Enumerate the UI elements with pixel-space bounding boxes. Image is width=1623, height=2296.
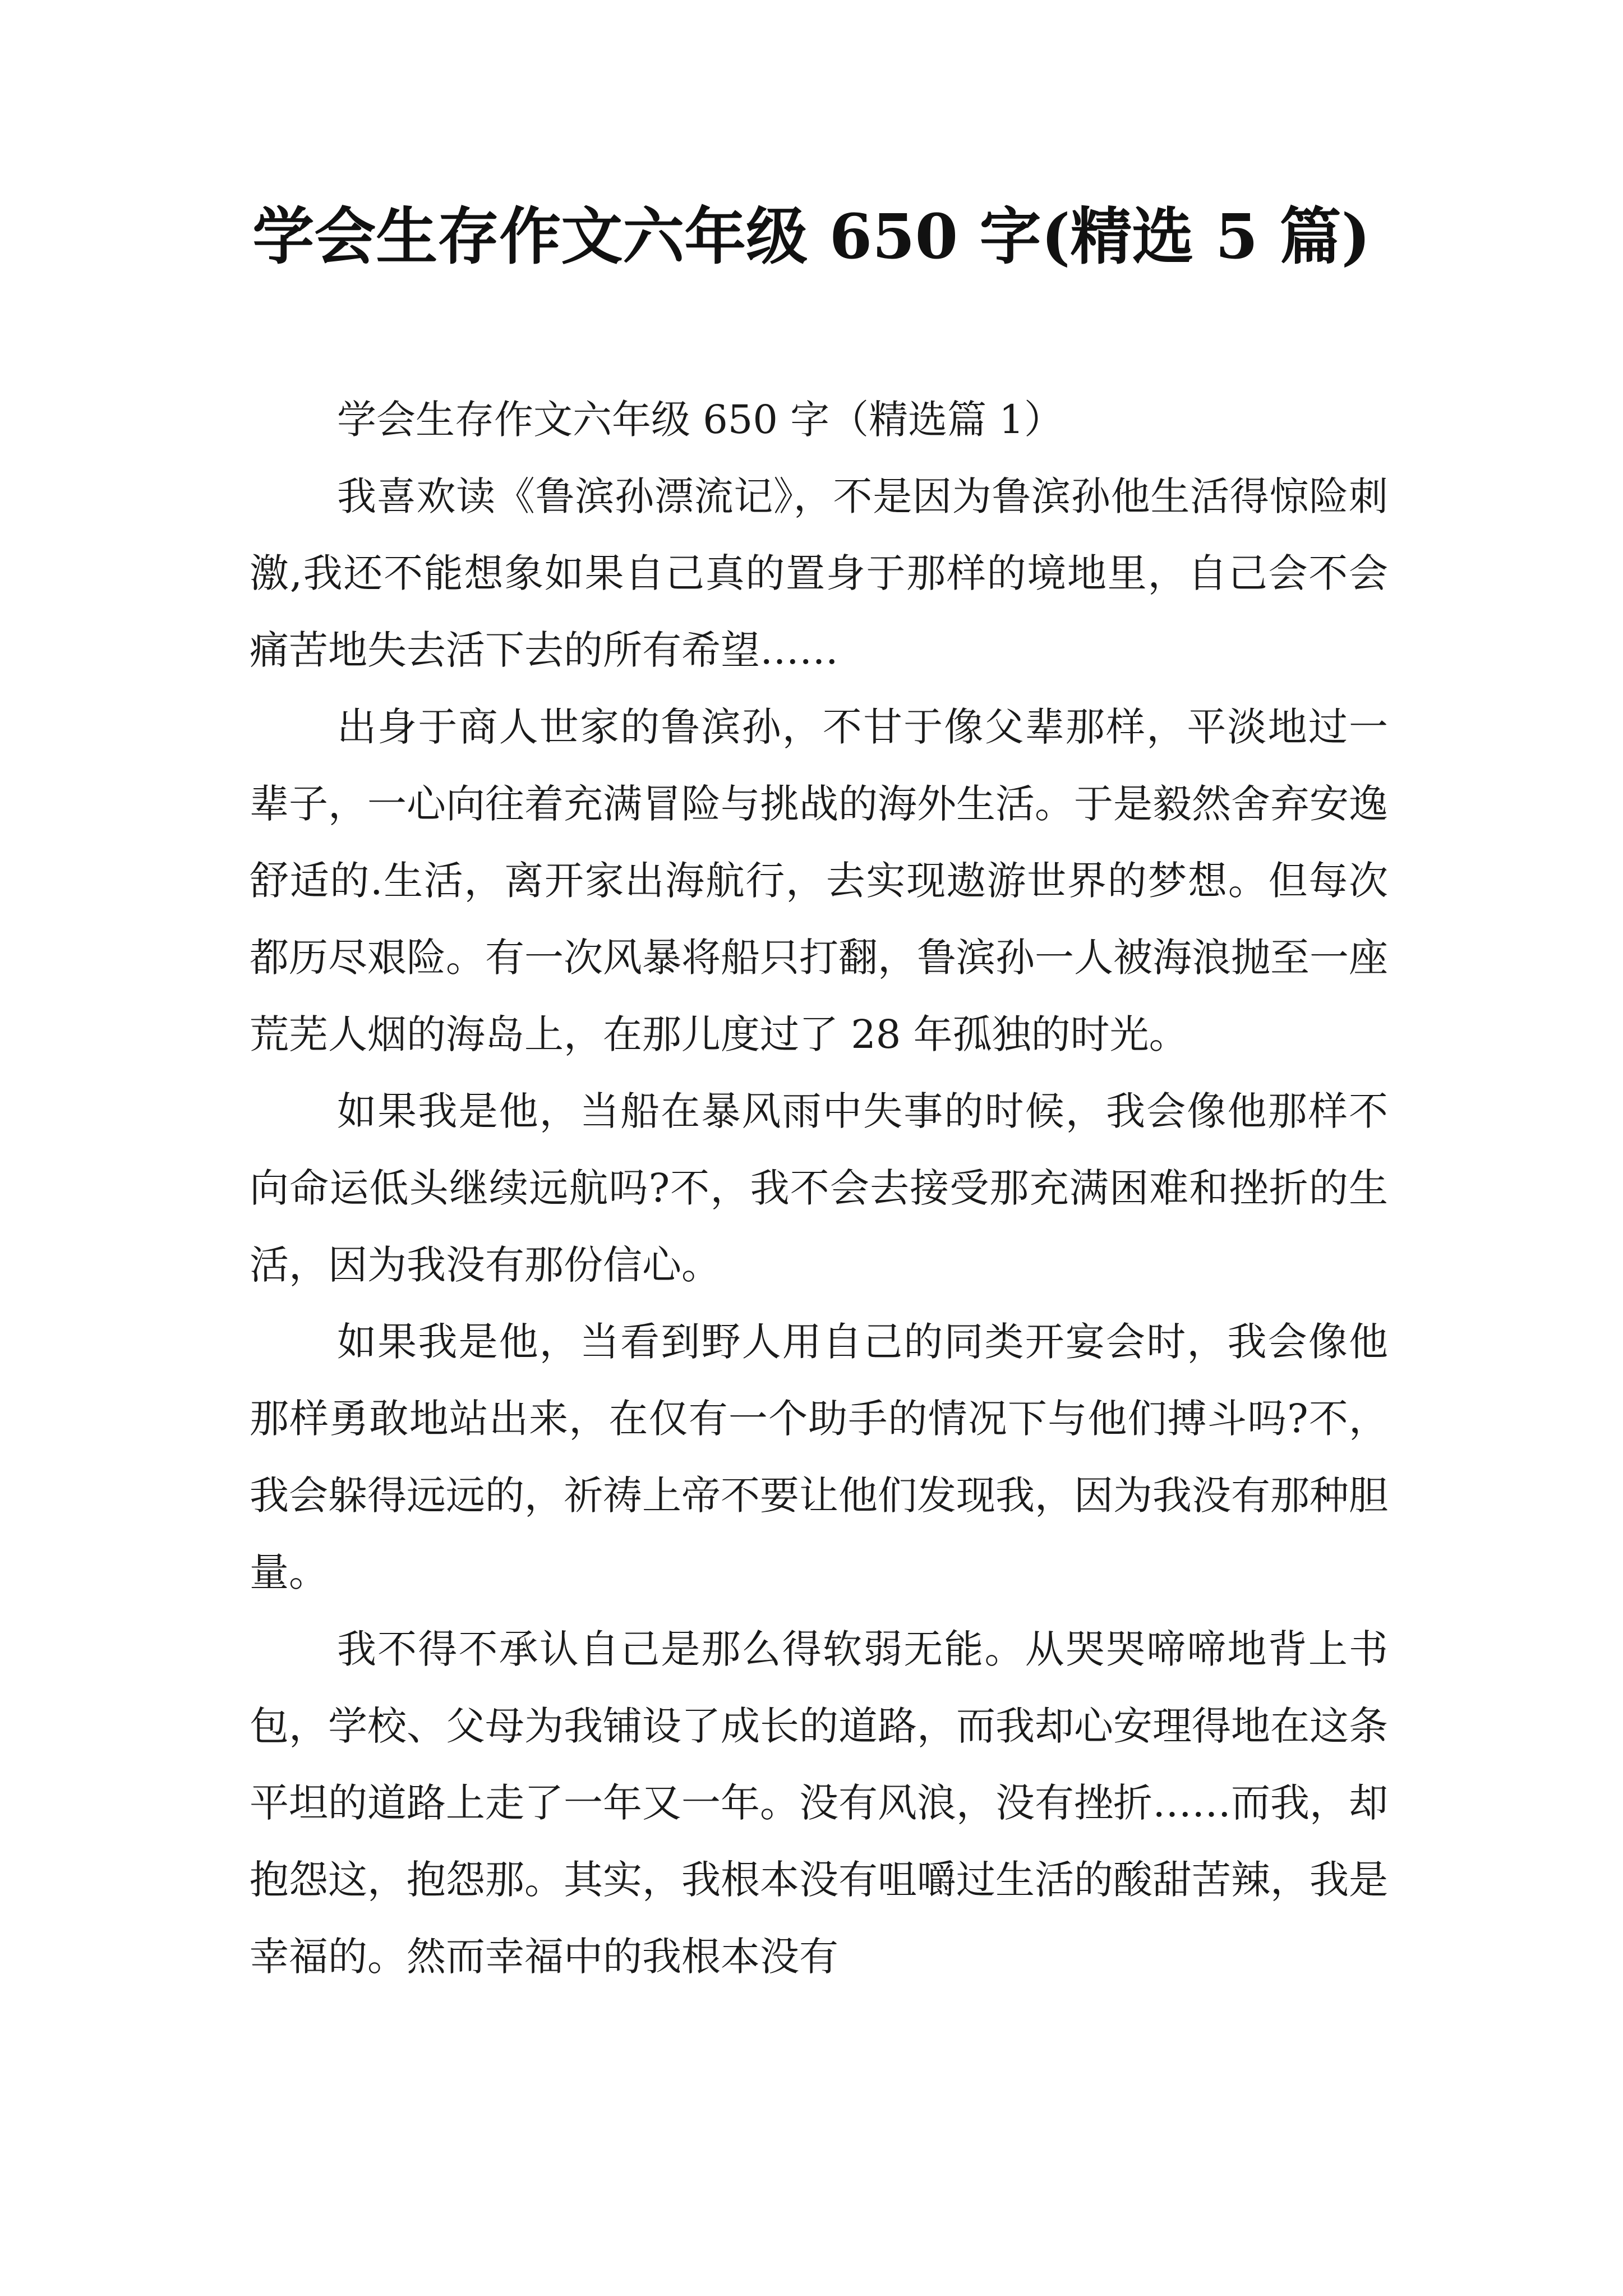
section-heading: 学会生存作文六年级 650 字（精选篇 1） xyxy=(337,397,1063,443)
paragraph: 如果我是他，当船在暴风雨中失事的时候，我会像他那样不向命运低头继续远航吗?不，我不会去接受那充满困难和挫折的生活，因为我没有那份信心。 xyxy=(250,1088,1388,1288)
paragraph: 我不得不承认自己是那么得软弱无能。从哭哭啼啼地背上书包，学校、父母为我铺设了成长的道路，而我却心安理得地在这条平坦的道路上走了一年又一年。没有风浪，没有挫折……而我，却抱怨这，抱怨那。其实，我根本没有咀嚼过生活的酸甜苦辣，我是幸福的。然而幸福中的我根本没有 xyxy=(250,1626,1388,1980)
paragraph: 出身于商人世家的鲁滨孙，不甘于像父辈那样，平淡地过一辈子，一心向往着充满冒险与挑战的海外生活。于是毅然舍弃安逸舒适的.生活，离开家出海航行，去实现遨游世界的梦想。但每次都历尽艰险。有一次风暴将船只打翻，鲁滨孙一人被海浪抛至一座荒芜人烟的海岛上，在那儿度过了 28 年孤独的时光。 xyxy=(250,704,1388,1057)
document-body xyxy=(250,381,1388,1995)
paragraph: 如果我是他，当看到野人用自己的同类开宴会时，我会像他那样勇敢地站出来，在仅有一个助手的情况下与他们搏斗吗?不，我会躲得远远的，祈祷上帝不要让他们发现我，因为我没有那种胆量。 xyxy=(250,1319,1388,1595)
document-title: 学会生存作文六年级 650 字(精选 5 篇) xyxy=(252,200,1371,273)
paragraph: 我喜欢读《鲁滨孙漂流记》，不是因为鲁滨孙他生活得惊险刺激,我还不能想象如果自己真的置身于那样的境地里，自己会不会痛苦地失去活下去的所有希望…… xyxy=(250,473,1388,673)
